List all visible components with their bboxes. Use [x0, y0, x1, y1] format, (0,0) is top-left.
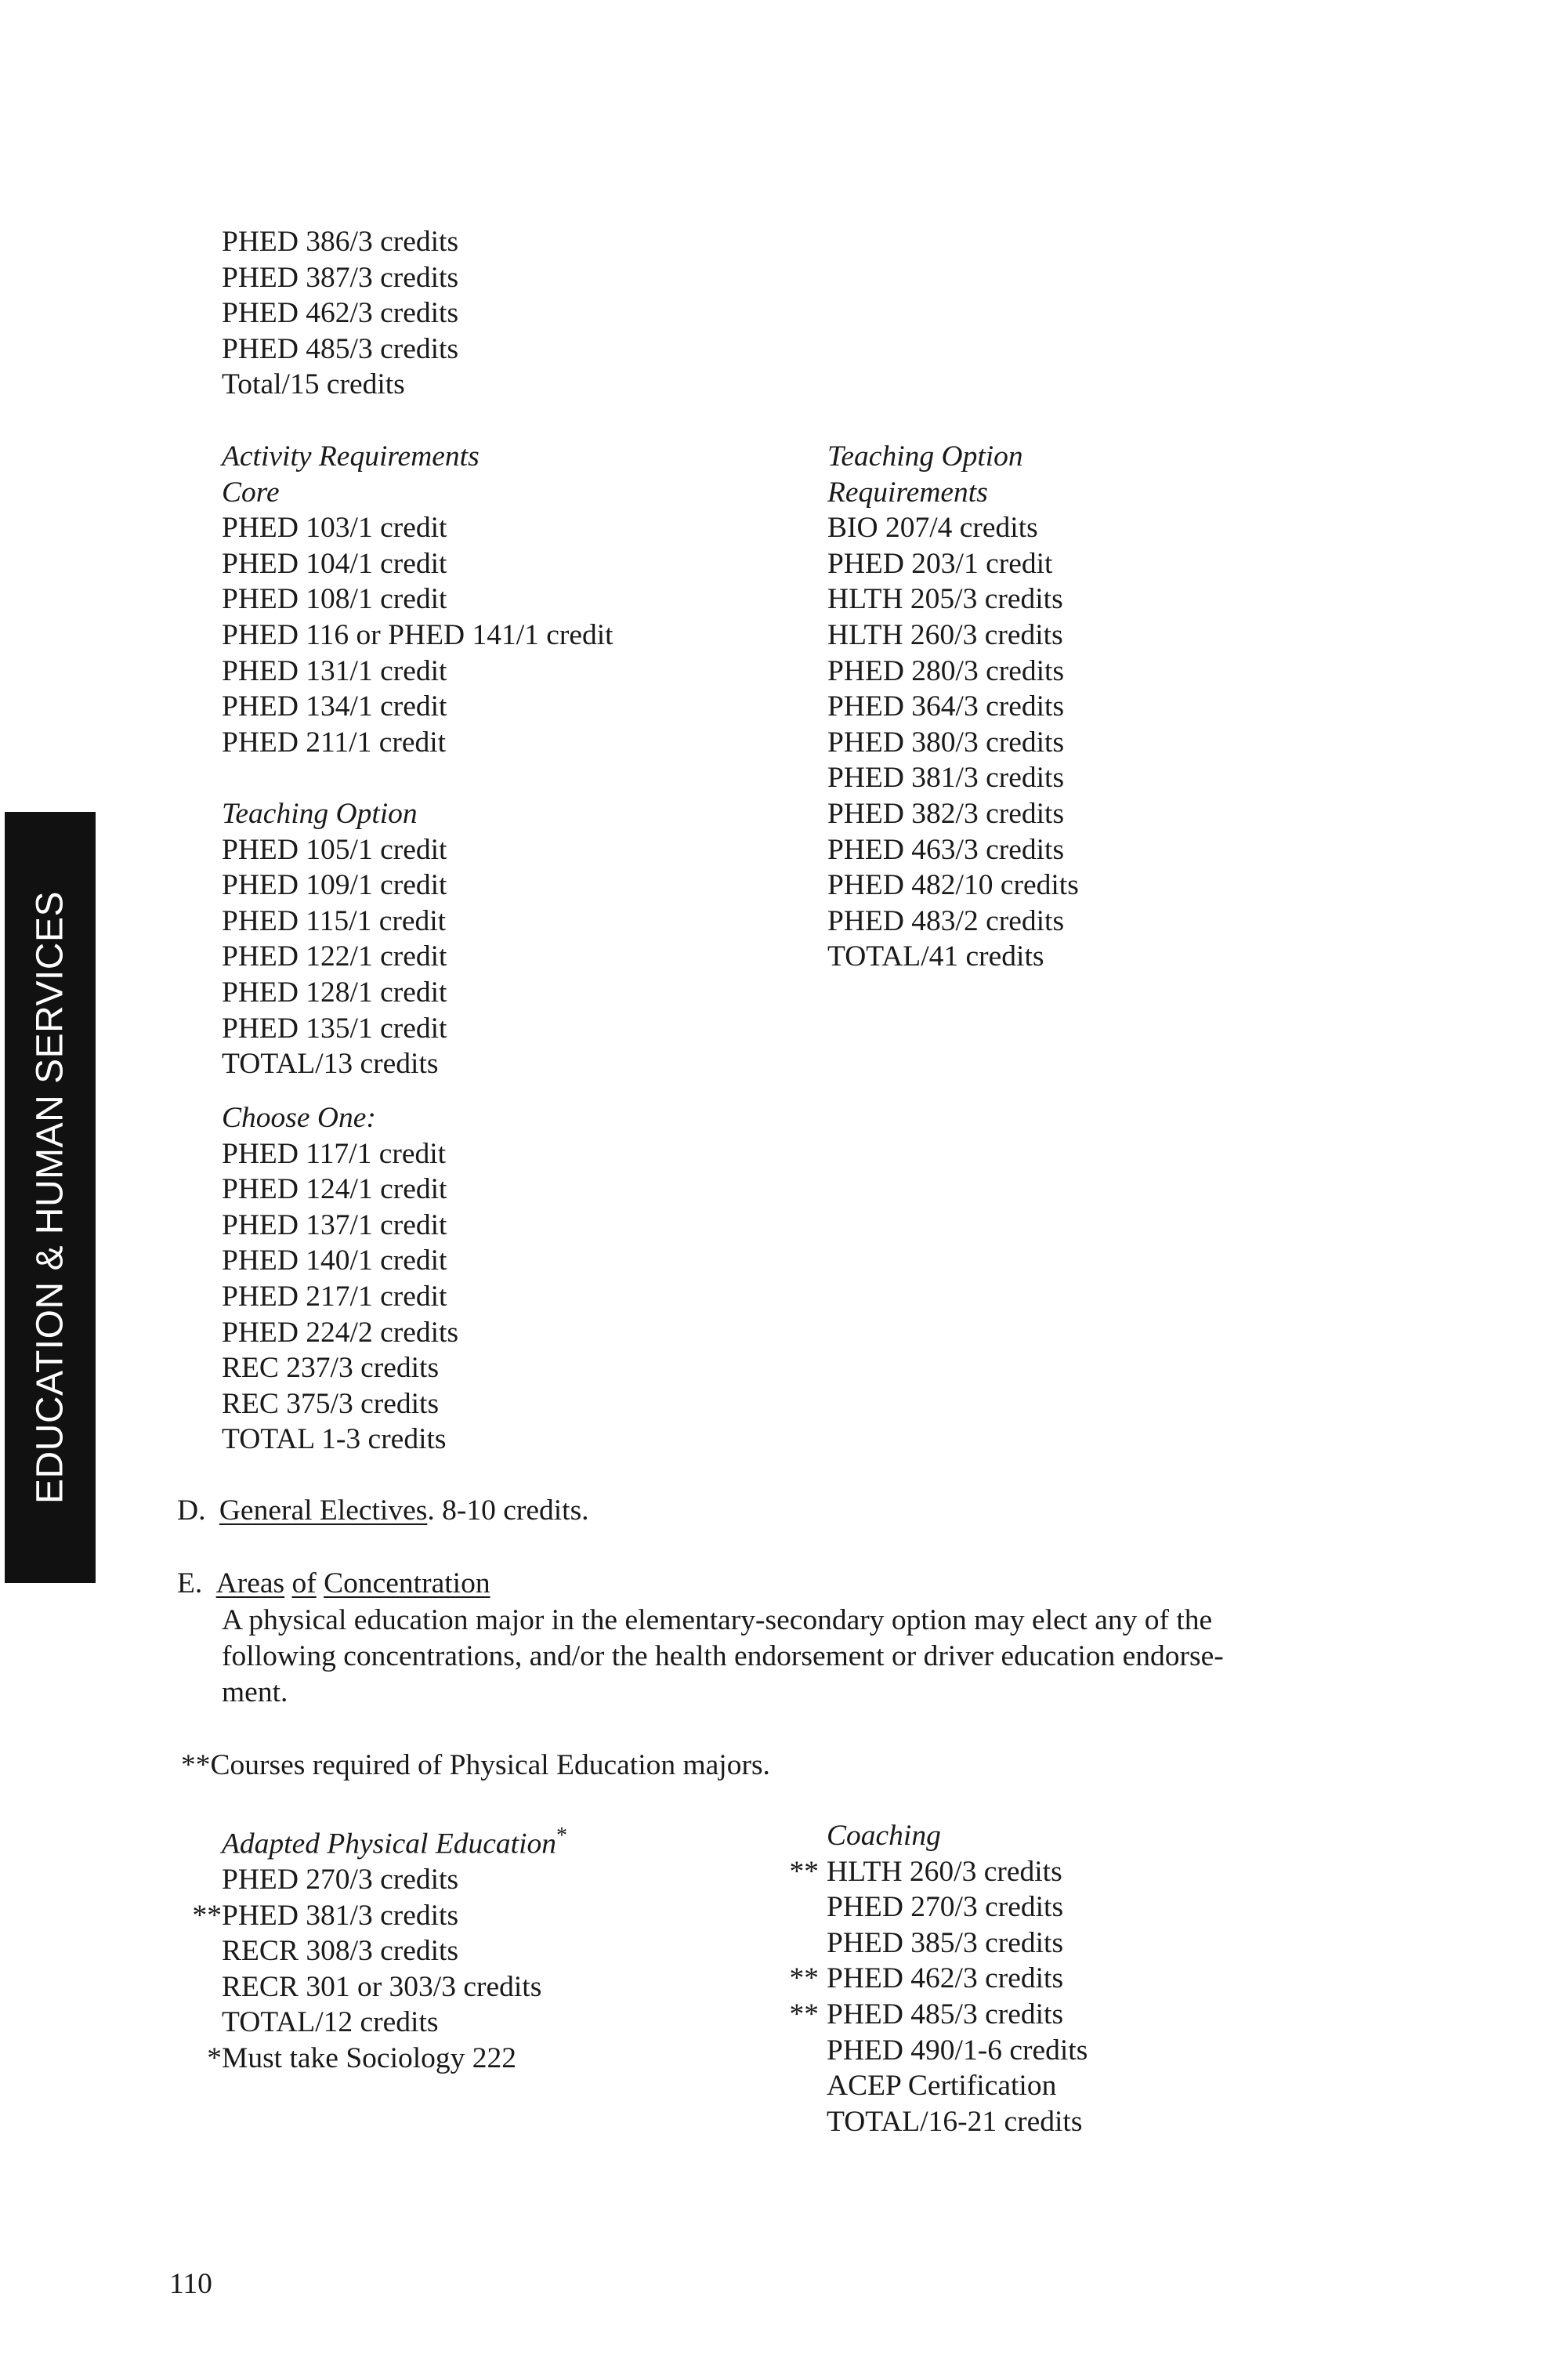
section-title: Areas: [215, 1567, 285, 1599]
choose-one-list: [222, 1100, 458, 1458]
course-line: PHED 462/3 credits: [222, 297, 459, 330]
course-line: PHED 103/1 credit: [222, 512, 447, 545]
paragraph-line: ment.: [222, 1676, 288, 1708]
course-text: TOTAL/16-21 credits: [827, 2105, 1083, 2138]
footnote-marker: *: [556, 1824, 567, 1848]
course-line: PHED 115/1 credit: [222, 904, 447, 937]
course-text: RECR 301 or 303/3 credits: [222, 1970, 542, 2003]
section-d-general-electives: [177, 1493, 589, 1529]
teaching-option-label: Teaching Option: [222, 798, 418, 830]
section-detail: . 8-10 credits.: [427, 1494, 589, 1527]
required-marker: **: [789, 1855, 819, 1888]
course-line: [778, 1889, 1088, 1925]
required-marker: **: [192, 1899, 222, 1932]
adapted-heading: [179, 1818, 567, 1862]
course-text: TOTAL/12 credits: [222, 2006, 439, 2039]
course-line: REC 237/3 credits: [222, 1352, 440, 1385]
course-line: PHED 364/3 credits: [827, 690, 1065, 723]
footnote-text: Must take Sociology 222: [222, 2042, 517, 2075]
course-line: PHED 483/2 credits: [827, 904, 1065, 937]
side-tab-label: EDUCATION & HUMAN SERVICES: [29, 890, 71, 1505]
course-line: PHED 131/1 credit: [222, 654, 447, 687]
course-line: [778, 2033, 1088, 2069]
course-line: [179, 1969, 567, 2005]
activity-heading: Activity Requirements: [222, 440, 480, 473]
teaching-option-requirements: [827, 439, 1079, 975]
course-text: PHED 270/3 credits: [827, 1891, 1064, 1924]
course-line: PHED 381/3 credits: [827, 762, 1065, 795]
course-line: PHED 140/1 credit: [222, 1244, 447, 1277]
footnote-line: [179, 2041, 567, 2077]
course-line: PHED 135/1 credit: [222, 1012, 447, 1045]
course-line: PHED 116 or PHED 141/1 credit: [222, 618, 613, 651]
course-text: RECR 308/3 credits: [222, 1935, 459, 1968]
total-line: [778, 2104, 1088, 2140]
course-text: PHED 381/3 credits: [222, 1899, 459, 1932]
required-marker: **: [789, 1998, 819, 2030]
section-letter: E.: [177, 1567, 203, 1599]
course-line: REC 375/3 credits: [222, 1387, 440, 1420]
section-e-heading: [177, 1566, 490, 1602]
teaching-req-heading: Requirements: [827, 476, 988, 509]
course-line: [179, 1862, 567, 1898]
course-line: PHED 280/3 credits: [827, 654, 1065, 687]
total-line: Total/15 credits: [222, 368, 405, 401]
course-text: PHED 490/1-6 credits: [827, 2034, 1088, 2067]
course-text: PHED 462/3 credits: [827, 1962, 1064, 1995]
course-line: PHED 134/1 credit: [222, 690, 447, 723]
total-line: TOTAL/41 credits: [827, 940, 1044, 973]
course-line: PHED 380/3 credits: [827, 726, 1065, 759]
course-line: BIO 207/4 credits: [827, 512, 1038, 545]
course-line: PHED 122/1 credit: [222, 940, 447, 973]
course-line: PHED 382/3 credits: [827, 797, 1065, 830]
course-line: [179, 1898, 567, 1934]
course-line: PHED 105/1 credit: [222, 833, 447, 866]
required-courses-note: **Courses required of Physical Education majors.: [181, 1749, 770, 1781]
course-line: PHED 217/1 credit: [222, 1280, 447, 1313]
course-line: PHED 386/3 credits: [222, 226, 459, 258]
section-title: of: [291, 1567, 317, 1599]
course-text: HLTH 260/3 credits: [827, 1855, 1062, 1888]
course-line: PHED 124/1 credit: [222, 1173, 447, 1206]
choose-one-label: Choose One:: [222, 1102, 376, 1134]
page-number: 110: [169, 2268, 212, 2300]
course-line: HLTH 205/3 credits: [827, 583, 1063, 616]
teaching-req-heading: Teaching Option: [827, 440, 1023, 473]
course-line: PHED 463/3 credits: [827, 833, 1065, 866]
total-line: TOTAL/13 credits: [222, 1048, 439, 1081]
course-line: PHED 109/1 credit: [222, 869, 447, 902]
course-line: PHED 387/3 credits: [222, 261, 459, 294]
section-title: Concentration: [324, 1567, 490, 1599]
coaching-heading-text: Coaching: [827, 1820, 941, 1852]
course-text: ACEP Certification: [827, 2070, 1057, 2103]
teaching-option-activities: [222, 796, 447, 1082]
course-line: [778, 1925, 1088, 1962]
core-label: Core: [222, 476, 280, 509]
course-line: PHED 128/1 credit: [222, 976, 447, 1009]
section-title: General Electives: [219, 1494, 428, 1527]
total-line: [179, 2005, 567, 2041]
required-marker: **: [789, 1962, 819, 1995]
footnote-marker: *: [207, 2042, 222, 2075]
course-line: HLTH 260/3 credits: [827, 618, 1063, 651]
course-line: [778, 1961, 1088, 1997]
course-text: PHED 385/3 credits: [827, 1926, 1064, 1959]
coaching-heading: [778, 1818, 1088, 1854]
course-line: PHED 482/10 credits: [827, 869, 1079, 902]
course-line: PHED 224/2 credits: [222, 1316, 459, 1349]
course-line: PHED 485/3 credits: [222, 332, 459, 365]
course-line: PHED 117/1 credit: [222, 1137, 447, 1170]
course-line: [778, 1854, 1088, 1890]
course-line: [778, 1997, 1088, 2033]
paragraph-line: A physical education major in the elementary-secondary option may elect any of the: [222, 1604, 1213, 1636]
section-side-tab: [5, 812, 96, 1583]
total-line: TOTAL 1-3 credits: [222, 1423, 447, 1456]
course-text: PHED 270/3 credits: [222, 1864, 459, 1896]
course-line: PHED 108/1 credit: [222, 583, 447, 616]
adapted-physical-education: [179, 1818, 567, 2077]
course-line: PHED 203/1 credit: [827, 547, 1053, 580]
course-line: [778, 2068, 1088, 2104]
paragraph-line: following concentrations, and/or the health endorsement or driver education endorse-: [222, 1640, 1224, 1672]
course-line: PHED 104/1 credit: [222, 547, 447, 580]
course-text: PHED 485/3 credits: [827, 1998, 1064, 2030]
activity-requirements: [222, 439, 613, 760]
section-e-paragraph: [222, 1603, 1444, 1711]
section-letter: D.: [177, 1494, 206, 1527]
course-line: PHED 211/1 credit: [222, 726, 447, 759]
course-line: [179, 1933, 567, 1969]
major-course-list: [222, 224, 458, 403]
coaching-concentration: [778, 1818, 1088, 2139]
adapted-heading-text: Adapted Physical Education: [222, 1828, 556, 1860]
course-line: PHED 137/1 credit: [222, 1208, 447, 1241]
